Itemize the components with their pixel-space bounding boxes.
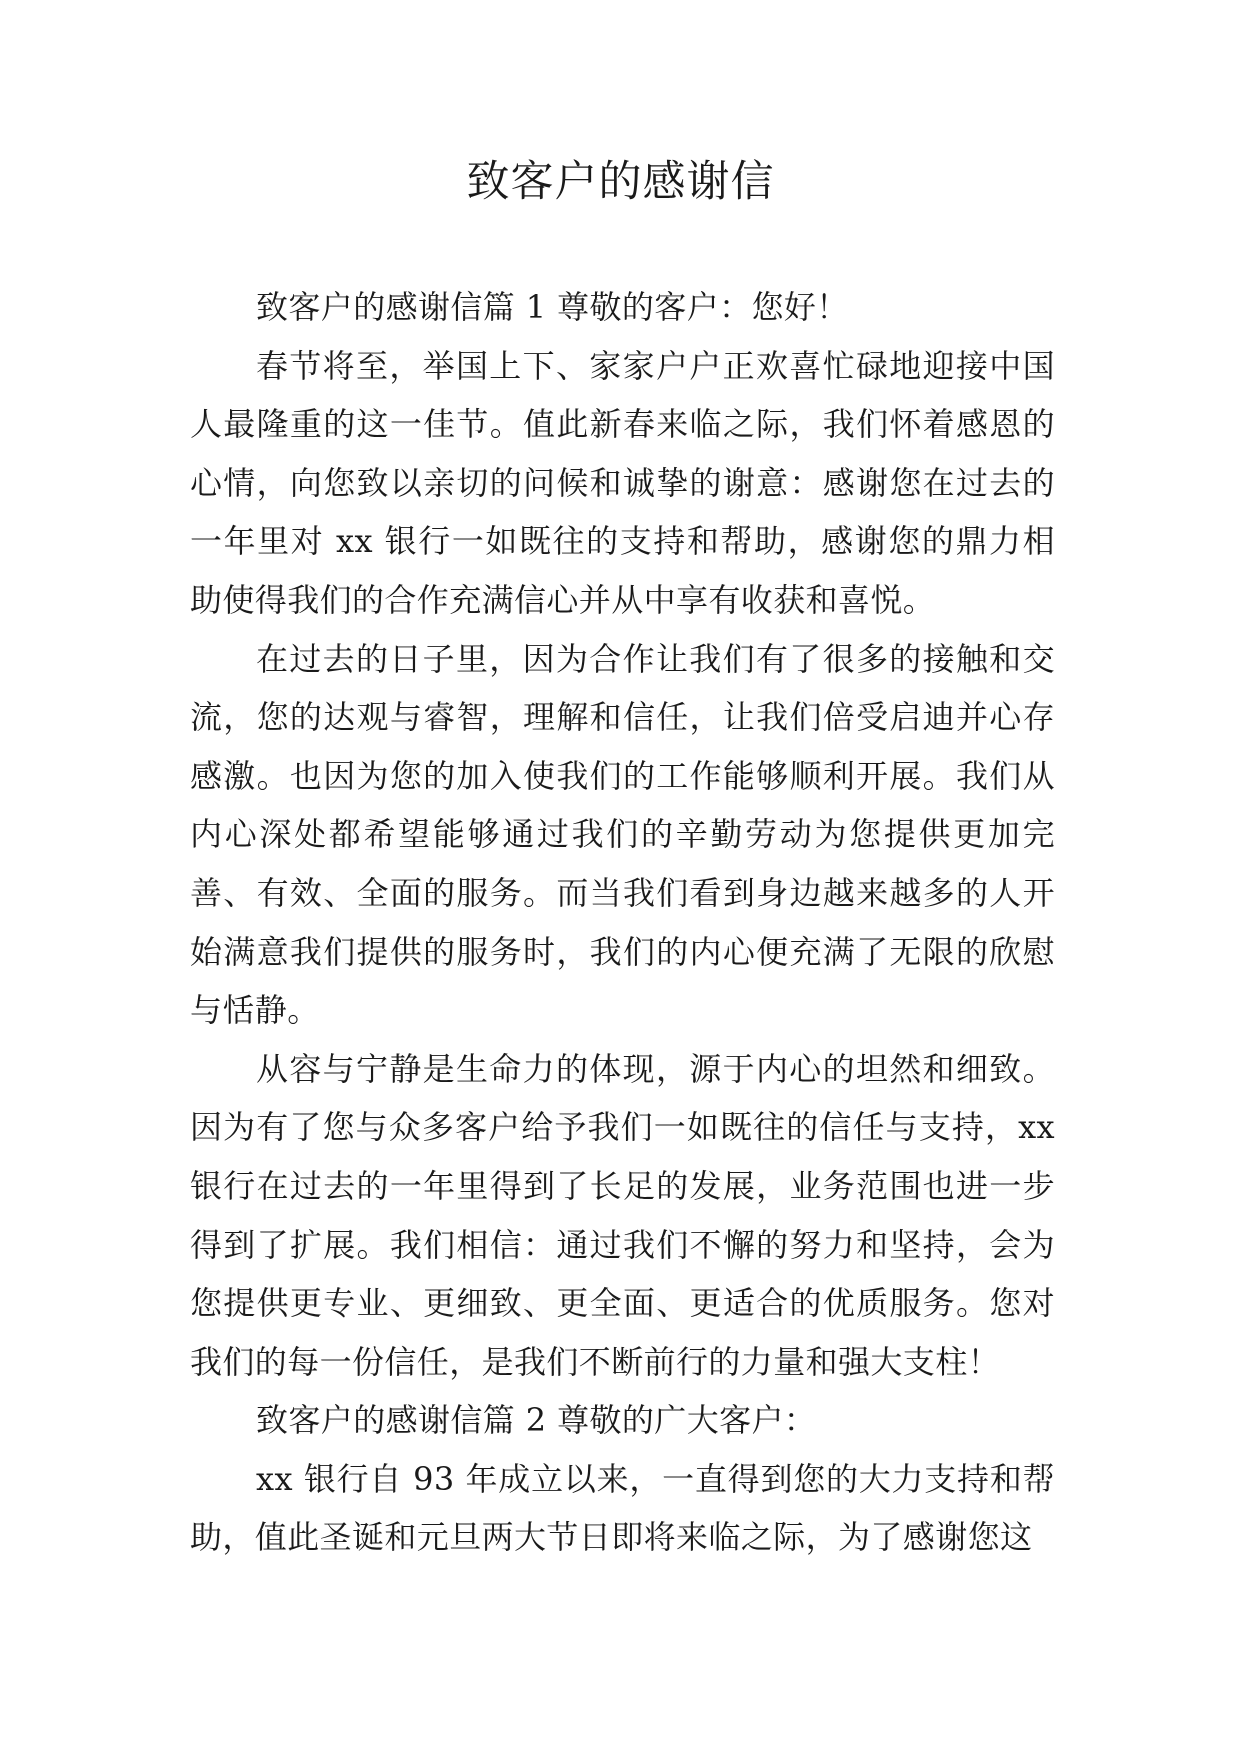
paragraph-spring-festival: 春节将至，举国上下、家家户户正欢喜忙碌地迎接中国人最隆重的这一佳节。值此新春来临之际，我们怀着感恩的心情，向您致以亲切的问候和诚挚的谢意：感谢您在过去的一年里对 xx 银行一如既往的支持和帮助，感谢您的鼎力相助使得我们的合作充满信心并从中享有收获和喜悦。 <box>190 346 1055 619</box>
document-title: 致客户的感谢信 <box>466 157 775 207</box>
paragraph-calm: 从容与宁静是生命力的体现，源于内心的坦然和细致。因为有了您与众多客户给予我们一如既往的信任与支持，xx 银行在过去的一年里得到了长足的发展，业务范围也进一步得到了扩展。我们相信：通过我们不懈的努力和坚持，会为您提供更专业、更细致、更全面、更适合的优质服务。您对我们的每一份信任，是我们不断前行的力量和强大支柱！ <box>190 1049 1055 1381</box>
paragraph-bank-history: xx 银行自 93 年成立以来，一直得到您的大力支持和帮助，值此圣诞和元旦两大节日即将来临之际，为了感谢您这 <box>190 1459 1055 1557</box>
paragraph-past-days: 在过去的日子里，因为合作让我们有了很多的接触和交流，您的达观与睿智，理解和信任，让我们倍受启迪并心存感激。也因为您的加入使我们的工作能够顺利开展。我们从内心深处都希望能够通过我们的辛勤劳动为您提供更加完善、有效、全面的服务。而当我们看到身边越来越多的人开始满意我们提供的服务时，我们的内心便充满了无限的欣慰与恬静。 <box>190 639 1055 1030</box>
letter-body <box>190 278 1055 1567</box>
paragraph-letter-2-greeting: 致客户的感谢信篇 2 尊敬的广大客户： <box>256 1401 817 1440</box>
paragraph-greeting: 致客户的感谢信篇 1 尊敬的客户：您好！ <box>256 288 849 326</box>
